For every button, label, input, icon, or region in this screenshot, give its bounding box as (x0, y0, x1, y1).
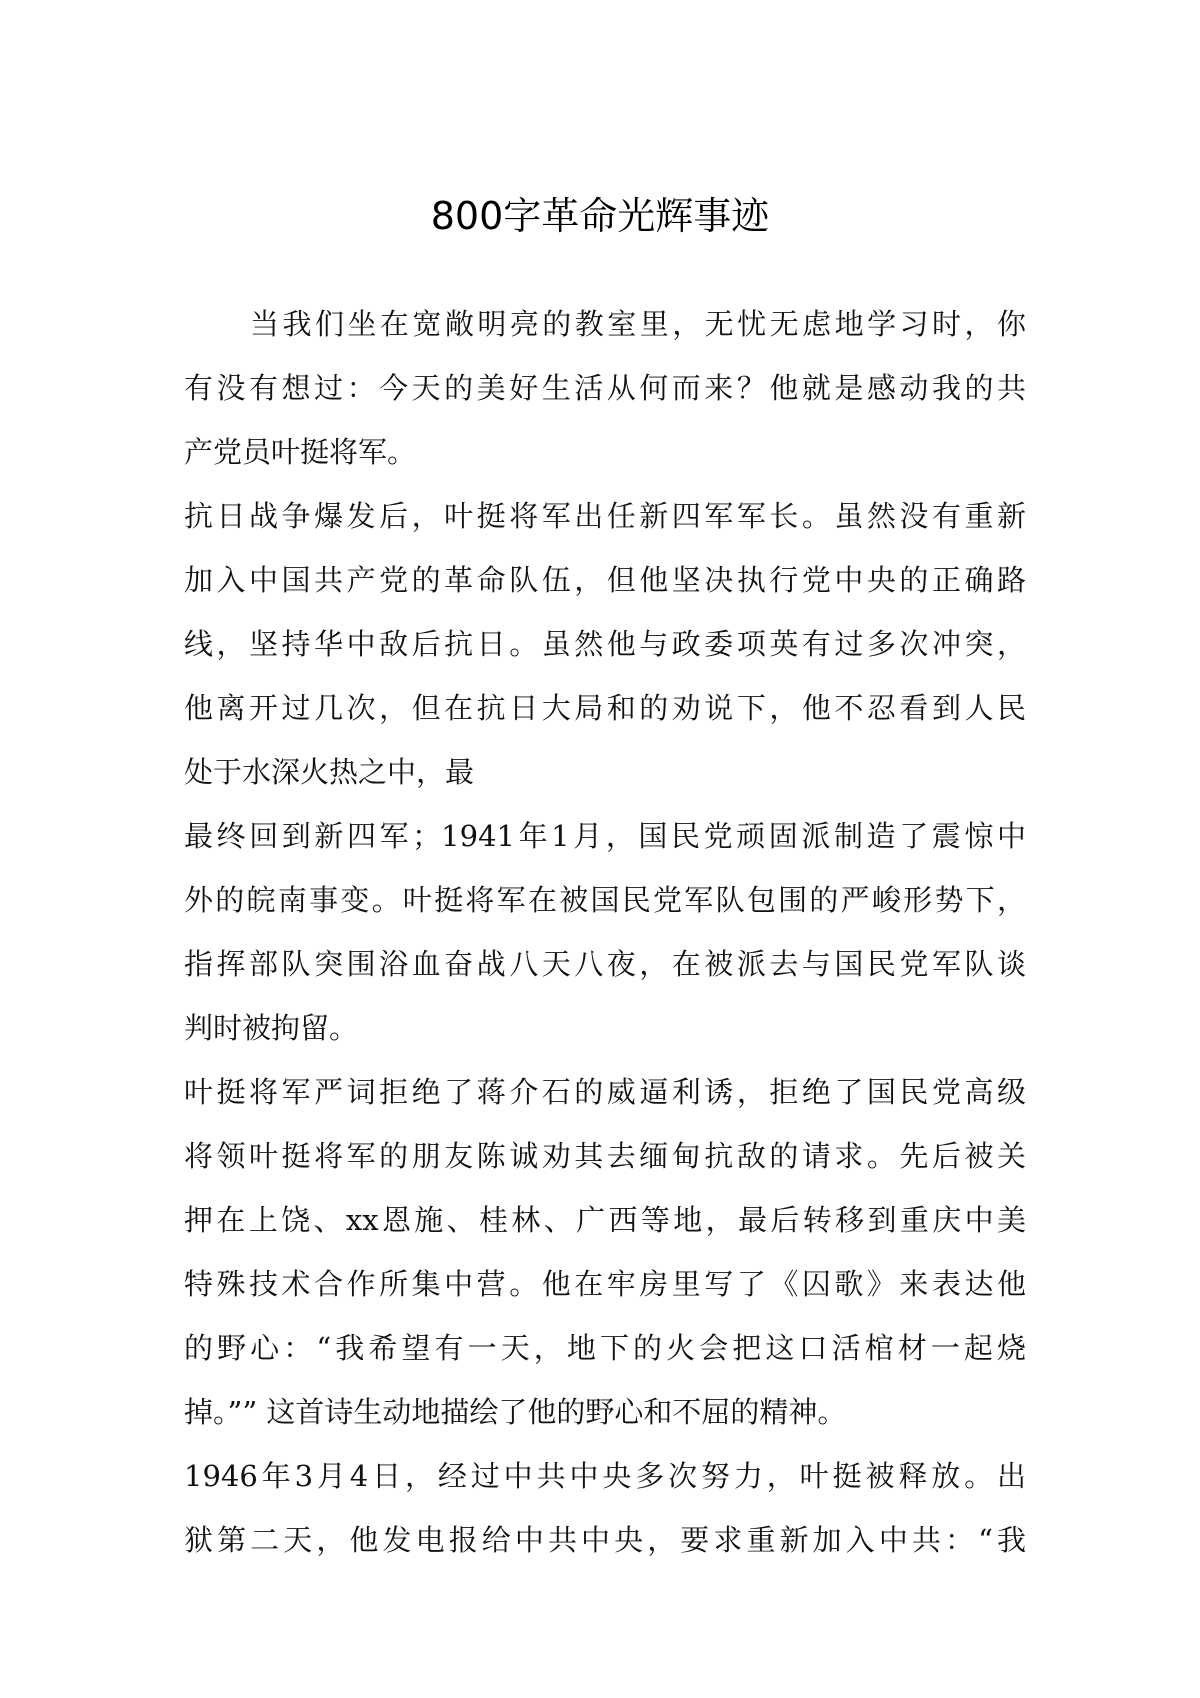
text-line: 他离开过几次，但在抗日大局和的劝说下，他不忍看到人民 (184, 691, 1026, 725)
text-line: 叶挺将军严词拒绝了蒋介石的威逼利诱，拒绝了国民党高级 (184, 1075, 1026, 1109)
text-line: 产党员叶挺将军。 (184, 435, 417, 469)
text-line: 将领叶挺将军的朋友陈诚劝其去缅甸抗敌的请求。先后被关 (184, 1139, 1026, 1173)
text-line: 处于水深火热之中，最 (184, 755, 475, 789)
document-title: 800字革命光辉事迹 (430, 194, 770, 238)
text-line: 线，坚持华中敌后抗日。虽然他与政委项英有过多次冲突， (184, 627, 1026, 661)
text-line: 1946年3月4日，经过中共中央多次努力，叶挺被释放。出 (184, 1459, 1026, 1493)
text-line: 的野心：“我希望有一天，地下的火会把这口活棺材一起烧 (184, 1331, 1026, 1365)
text-line: 押在上饶、xx恩施、桂林、广西等地，最后转移到重庆中美 (184, 1203, 1026, 1237)
text-line: 狱第二天，他发电报给中共中央，要求重新加入中共：“我 (184, 1523, 1026, 1557)
text-line: 当我们坐在宽敞明亮的教室里，无忧无虑地学习时，你 (250, 307, 1026, 341)
text-line: 指挥部队突围浴血奋战八天八夜，在被派去与国民党军队谈 (184, 947, 1026, 981)
text-line: 有没有想过：今天的美好生活从何而来？他就是感动我的共 (184, 371, 1026, 405)
text-line: 掉。”” 这首诗生动地描绘了他的野心和不屈的精神。 (184, 1395, 847, 1429)
document-body (184, 292, 1026, 1572)
text-line: 判时被拘留。 (184, 1011, 359, 1045)
text-line: 外的皖南事变。叶挺将军在被国民党军队包围的严峻形势下， (184, 883, 1026, 917)
text-line: 最终回到新四军；1941年1月，国民党顽固派制造了震惊中 (184, 819, 1026, 853)
text-line: 加入中国共产党的革命队伍，但他坚决执行党中央的正确路 (184, 563, 1026, 597)
text-line: 抗日战争爆发后，叶挺将军出任新四军军长。虽然没有重新 (184, 499, 1026, 533)
text-line: 特殊技术合作所集中营。他在牢房里写了《囚歌》来表达他 (184, 1267, 1026, 1301)
